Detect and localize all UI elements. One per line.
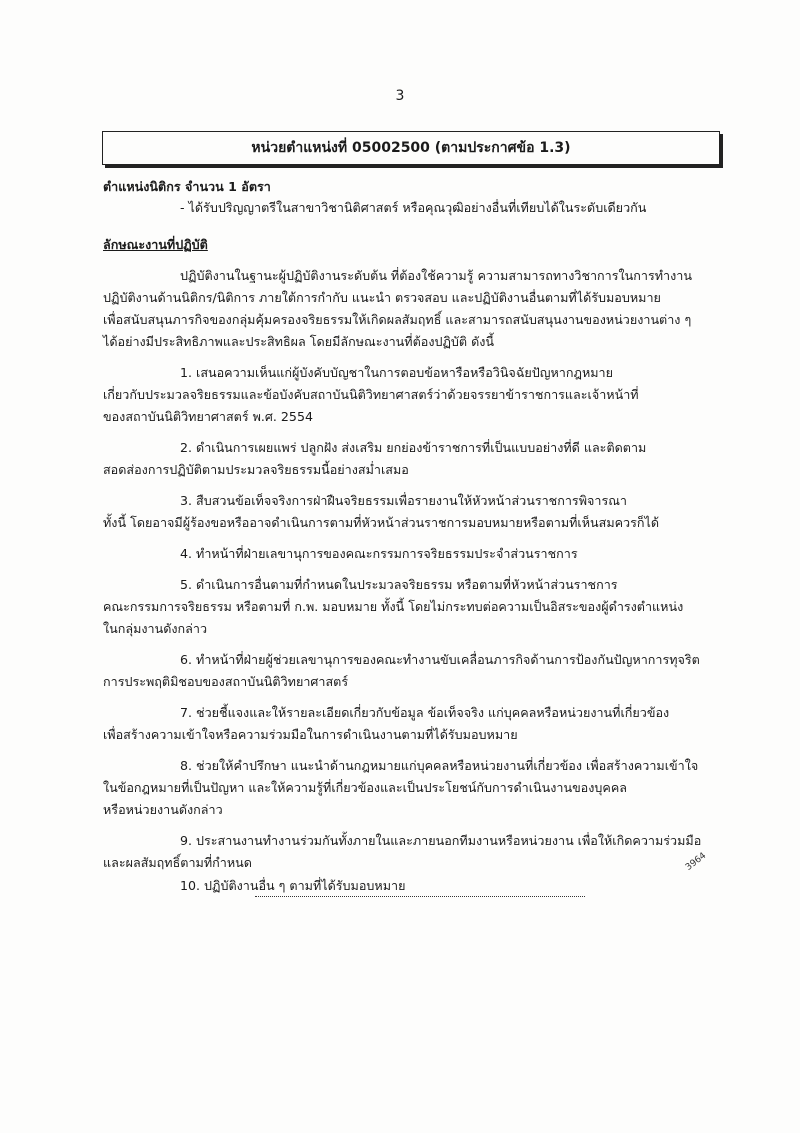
duty-item-2-line: 2. ดำเนินการเผยแพร่ ปลูกฝัง ส่งเสริม ยกย่องข้าราชการที่เป็นแบบอย่างที่ดี และติดตาม [180,440,647,455]
intro-line: ปฏิบัติงานด้านนิติกร/นิติการ ภายใต้การกำกับ แนะนำ ตรวจสอบ และปฏิบัติงานอื่นตามที่ได้รับมอบหมาย [103,290,661,305]
duty-item-5-line: 5. ดำเนินการอื่นตามที่กำหนดในประมวลจริยธรรม หรือตามที่หัวหน้าส่วนราชการ [180,577,618,592]
duty-item-10-line: 10. ปฏิบัติงานอื่น ๆ ตามที่ได้รับมอบหมาย [180,878,406,893]
position-heading: ตำแหน่งนิติกร จำนวน 1 อัตรา [103,179,271,194]
duty-item-2-line: สอดส่องการปฏิบัติตามประมวลจริยธรรมนี้อย่างสม่ำเสมอ [103,462,409,477]
duty-item-1-line: เกี่ยวกับประมวลจริยธรรมและข้อบังคับสถาบันนิติวิทยาศาสตร์ว่าด้วยจรรยาข้าราชการและเจ้าหน้าที่ [103,387,639,402]
duty-item-1-line: ของสถาบันนิติวิทยาศาสตร์ พ.ศ. 2554 [103,409,313,424]
section-title: หน่วยตำแหน่งที่ 05002500 (ตามประกาศข้อ 1.3) [251,140,571,156]
duty-item-7-line: เพื่อสร้างความเข้าใจหรือความร่วมมือในการดำเนินงานตามที่ได้รับมอบหมาย [103,727,518,742]
duty-item-9-line: และผลสัมฤทธิ์ตามที่กำหนด [103,855,252,870]
duties-heading: ลักษณะงานที่ปฏิบัติ [103,237,208,252]
duty-item-4-line: 4. ทำหน้าที่ฝ่ายเลขานุการของคณะกรรมการจริยธรรมประจำส่วนราชการ [180,546,578,561]
duty-item-6-line: การประพฤติมิชอบของสถาบันนิติวิทยาศาสตร์ [103,674,349,689]
duty-item-9-line: 9. ประสานงานทำงานร่วมกันทั้งภายในและภายนอกทีมงานหรือหน่วยงาน เพื่อให้เกิดความร่วมมือ [180,833,702,848]
section-title-box [102,131,720,165]
duty-item-8-line: ในข้อกฎหมายที่เป็นปัญหา และให้ความรู้ที่เกี่ยวข้องและเป็นประโยชน์กับการดำเนินงานของบุคคล [103,780,627,795]
end-divider [255,896,585,897]
page-number: 3 [395,88,405,104]
intro-line: เพื่อสนับสนุนภารกิจของกลุ่มคุ้มครองจริยธรรมให้เกิดผลสัมฤทธิ์ และสามารถสนับสนุนงานของหน่วยงานต่าง ๆ [103,312,692,327]
intro-line: ปฏิบัติงานในฐานะผู้ปฏิบัติงานระดับต้น ที่ต้องใช้ความรู้ ความสามารถทางวิชาการในการทำงาน [180,268,692,283]
handwritten-stamp: 3964 [684,850,709,873]
duty-item-1-line: 1. เสนอความเห็นแก่ผู้บังคับบัญชาในการตอบข้อหารือหรือวินิจฉัยปัญหากฎหมาย [180,365,614,380]
qualification-text: - ได้รับปริญญาตรีในสาขาวิชานิติศาสตร์ หรือคุณวุฒิอย่างอื่นที่เทียบได้ในระดับเดียวกัน [180,200,647,215]
duty-item-5-line: ในกลุ่มงานดังกล่าว [103,621,208,636]
duty-item-3-line: ทั้งนี้ โดยอาจมีผู้ร้องขอหรืออาจดำเนินการตามที่หัวหน้าส่วนราชการมอบหมายหรือตามที่เห็นสมควรก็ได้ [103,515,660,530]
duty-item-6-line: 6. ทำหน้าที่ฝ่ายผู้ช่วยเลขานุการของคณะทำงานขับเคลื่อนภารกิจด้านการป้องกันปัญหาการทุจริต [180,652,700,667]
intro-line: ได้อย่างมีประสิทธิภาพและประสิทธิผล โดยมีลักษณะงานที่ต้องปฏิบัติ ดังนี้ [103,334,495,349]
duty-item-3-line: 3. สืบสวนข้อเท็จจริงการฝ่าฝืนจริยธรรมเพื่อรายงานให้หัวหน้าส่วนราชการพิจารณา [180,493,627,508]
duty-item-8-line: หรือหน่วยงานดังกล่าว [103,802,223,817]
duty-item-8-line: 8. ช่วยให้คำปรึกษา แนะนำด้านกฎหมายแก่บุคคลหรือหน่วยงานที่เกี่ยวข้อง เพื่อสร้างความเข้าใจ [180,758,699,773]
duty-item-7-line: 7. ช่วยชี้แจงและให้รายละเอียดเกี่ยวกับข้อมูล ข้อเท็จจริง แก่บุคคลหรือหน่วยงานที่เกี่ยวข้อง [180,705,670,720]
duty-item-5-line: คณะกรรมการจริยธรรม หรือตามที่ ก.พ. มอบหมาย ทั้งนี้ โดยไม่กระทบต่อความเป็นอิสระของผู้ดำรงตำแหน่ง [103,599,684,614]
